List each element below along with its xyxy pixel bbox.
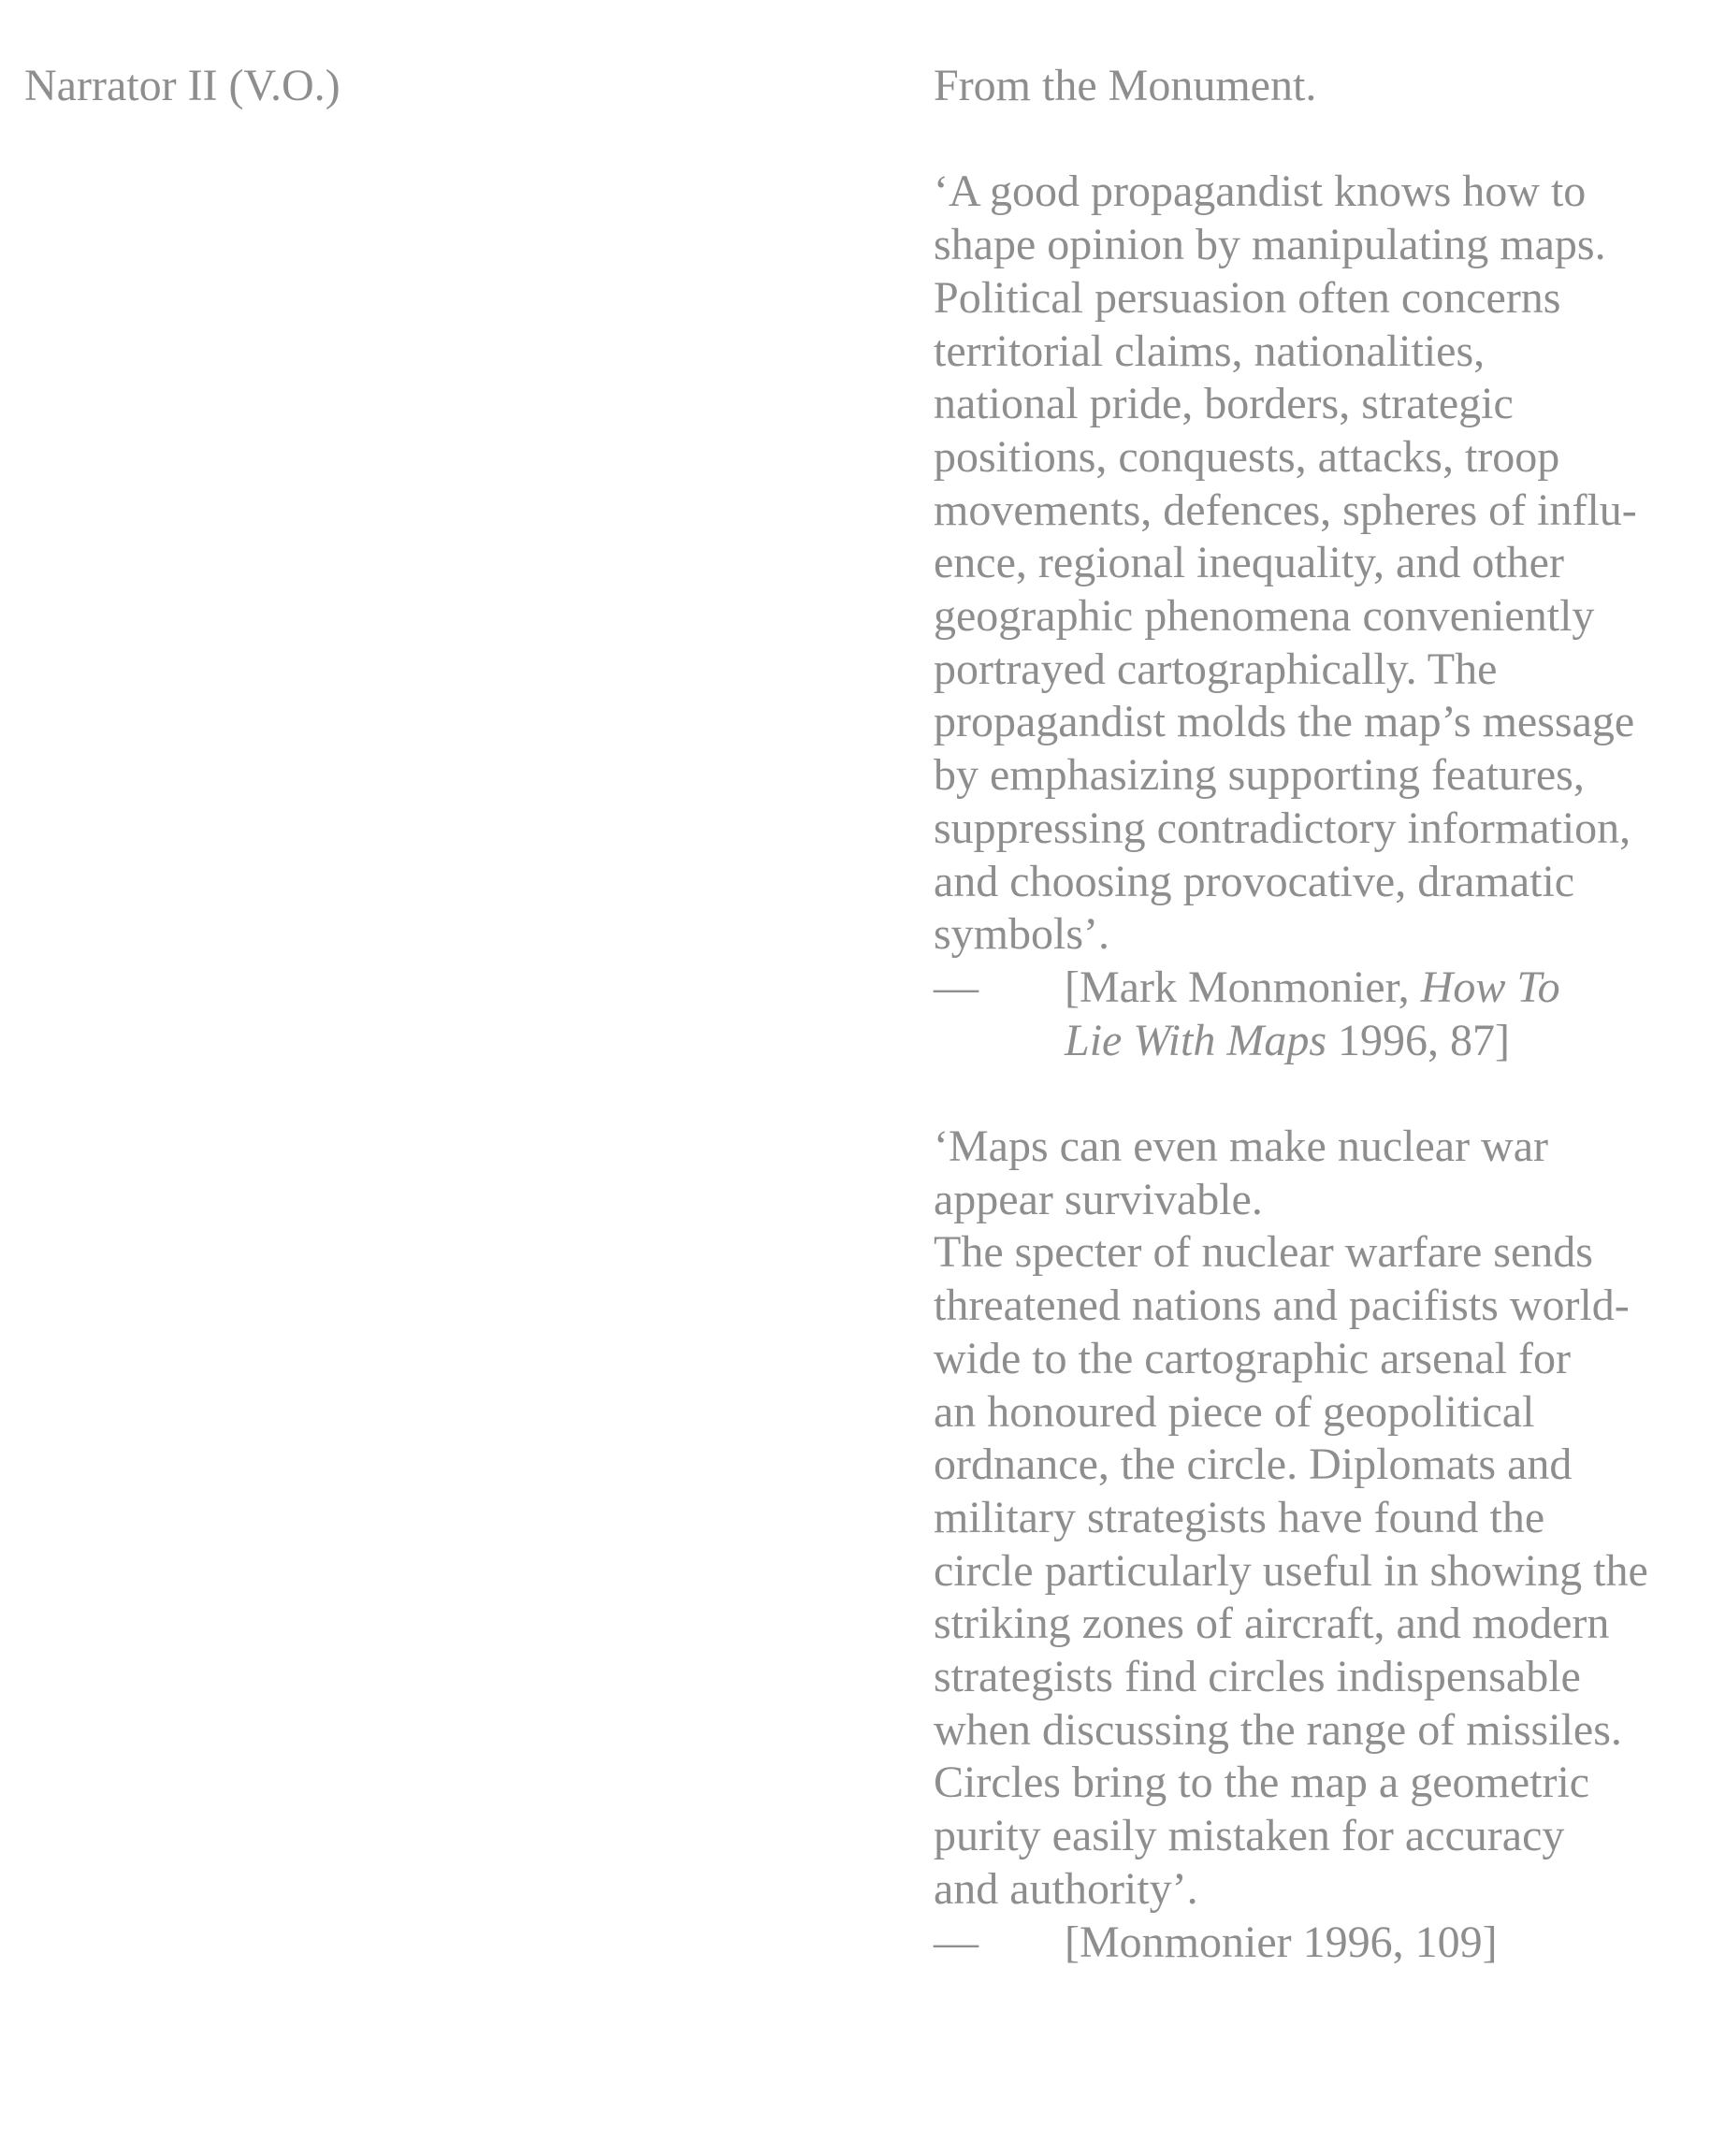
citation-text: [Mark Monmonier, [1065, 962, 1421, 1012]
spacer [934, 113, 1710, 166]
quote-line: national pride, borders, strategic [934, 379, 1514, 429]
quote-line: ence, regional inequality, and other [934, 538, 1564, 588]
quote-line: territorial claims, nationalities, [934, 326, 1486, 376]
quote-line: propagandist molds the map’s message [934, 697, 1635, 747]
quote-line: Circles bring to the map a geometric [934, 1758, 1590, 1808]
quote-line: ‘Maps can even make nuclear war [934, 1121, 1548, 1172]
quote-line: positions, conquests, attacks, troop [934, 431, 1560, 482]
quote-line: appear survivable. [934, 1174, 1263, 1224]
quote-line: when discussing the range of missiles. [934, 1704, 1622, 1755]
quote-line: ordnance, the circle. Diplomats and [934, 1440, 1573, 1490]
intro-line: From the Monument. [934, 61, 1317, 110]
quote-line: circle particularly useful in showing the [934, 1545, 1648, 1596]
quote-line: Political persuasion often concerns [934, 272, 1561, 323]
quote-line: an honoured piece of geopolitical [934, 1386, 1535, 1437]
quote-line: portrayed cartographically. The [934, 644, 1498, 694]
quote-line: by emphasizing supporting features, [934, 750, 1585, 801]
quote-monmonier-propaganda [934, 166, 1710, 1067]
quote-line: The specter of nuclear warfare sends [934, 1227, 1593, 1278]
quote-line: suppressing contradictory information, [934, 803, 1631, 853]
script-text-column [934, 60, 1710, 1969]
citation-monmonier-87 [934, 962, 1710, 1067]
speaker-name: Narrator II (V.O.) [24, 61, 341, 110]
quote-line: and choosing provocative, dramatic [934, 856, 1575, 906]
quote-line: symbols’. [934, 909, 1110, 960]
citation-text: 1996, 87] [1326, 1015, 1510, 1065]
quote-line: shape opinion by manipulating maps. [934, 220, 1606, 270]
citation-dash: — [934, 1917, 978, 1967]
quote-line: striking zones of aircraft, and modern [934, 1599, 1610, 1649]
quote-monmonier-circles [934, 1121, 1710, 1969]
quote-line: threatened nations and pacifists world- [934, 1281, 1630, 1331]
quote-line: geographic phenomena conveniently [934, 591, 1595, 642]
citation-title: Lie With Maps [1065, 1015, 1327, 1065]
citation-text: [Monmonier 1996, 109] [1065, 1917, 1498, 1967]
quote-line: purity easily mistaken for accuracy [934, 1811, 1565, 1861]
quote-line: and authority’. [934, 1863, 1198, 1914]
citation-monmonier-109 [934, 1917, 1710, 1970]
quote-line: military strategists have found the [934, 1492, 1545, 1542]
quote-line: movements, defences, spheres of influ- [934, 485, 1637, 535]
citation-title: How To [1420, 962, 1560, 1012]
citation-dash: — [934, 962, 978, 1012]
quote-line: ‘A good propagandist knows how to [934, 166, 1587, 217]
spacer [934, 1067, 1710, 1121]
quote-line: wide to the cartographic arsenal for [934, 1333, 1572, 1383]
quote-line: strategists find circles indispensable [934, 1652, 1581, 1702]
